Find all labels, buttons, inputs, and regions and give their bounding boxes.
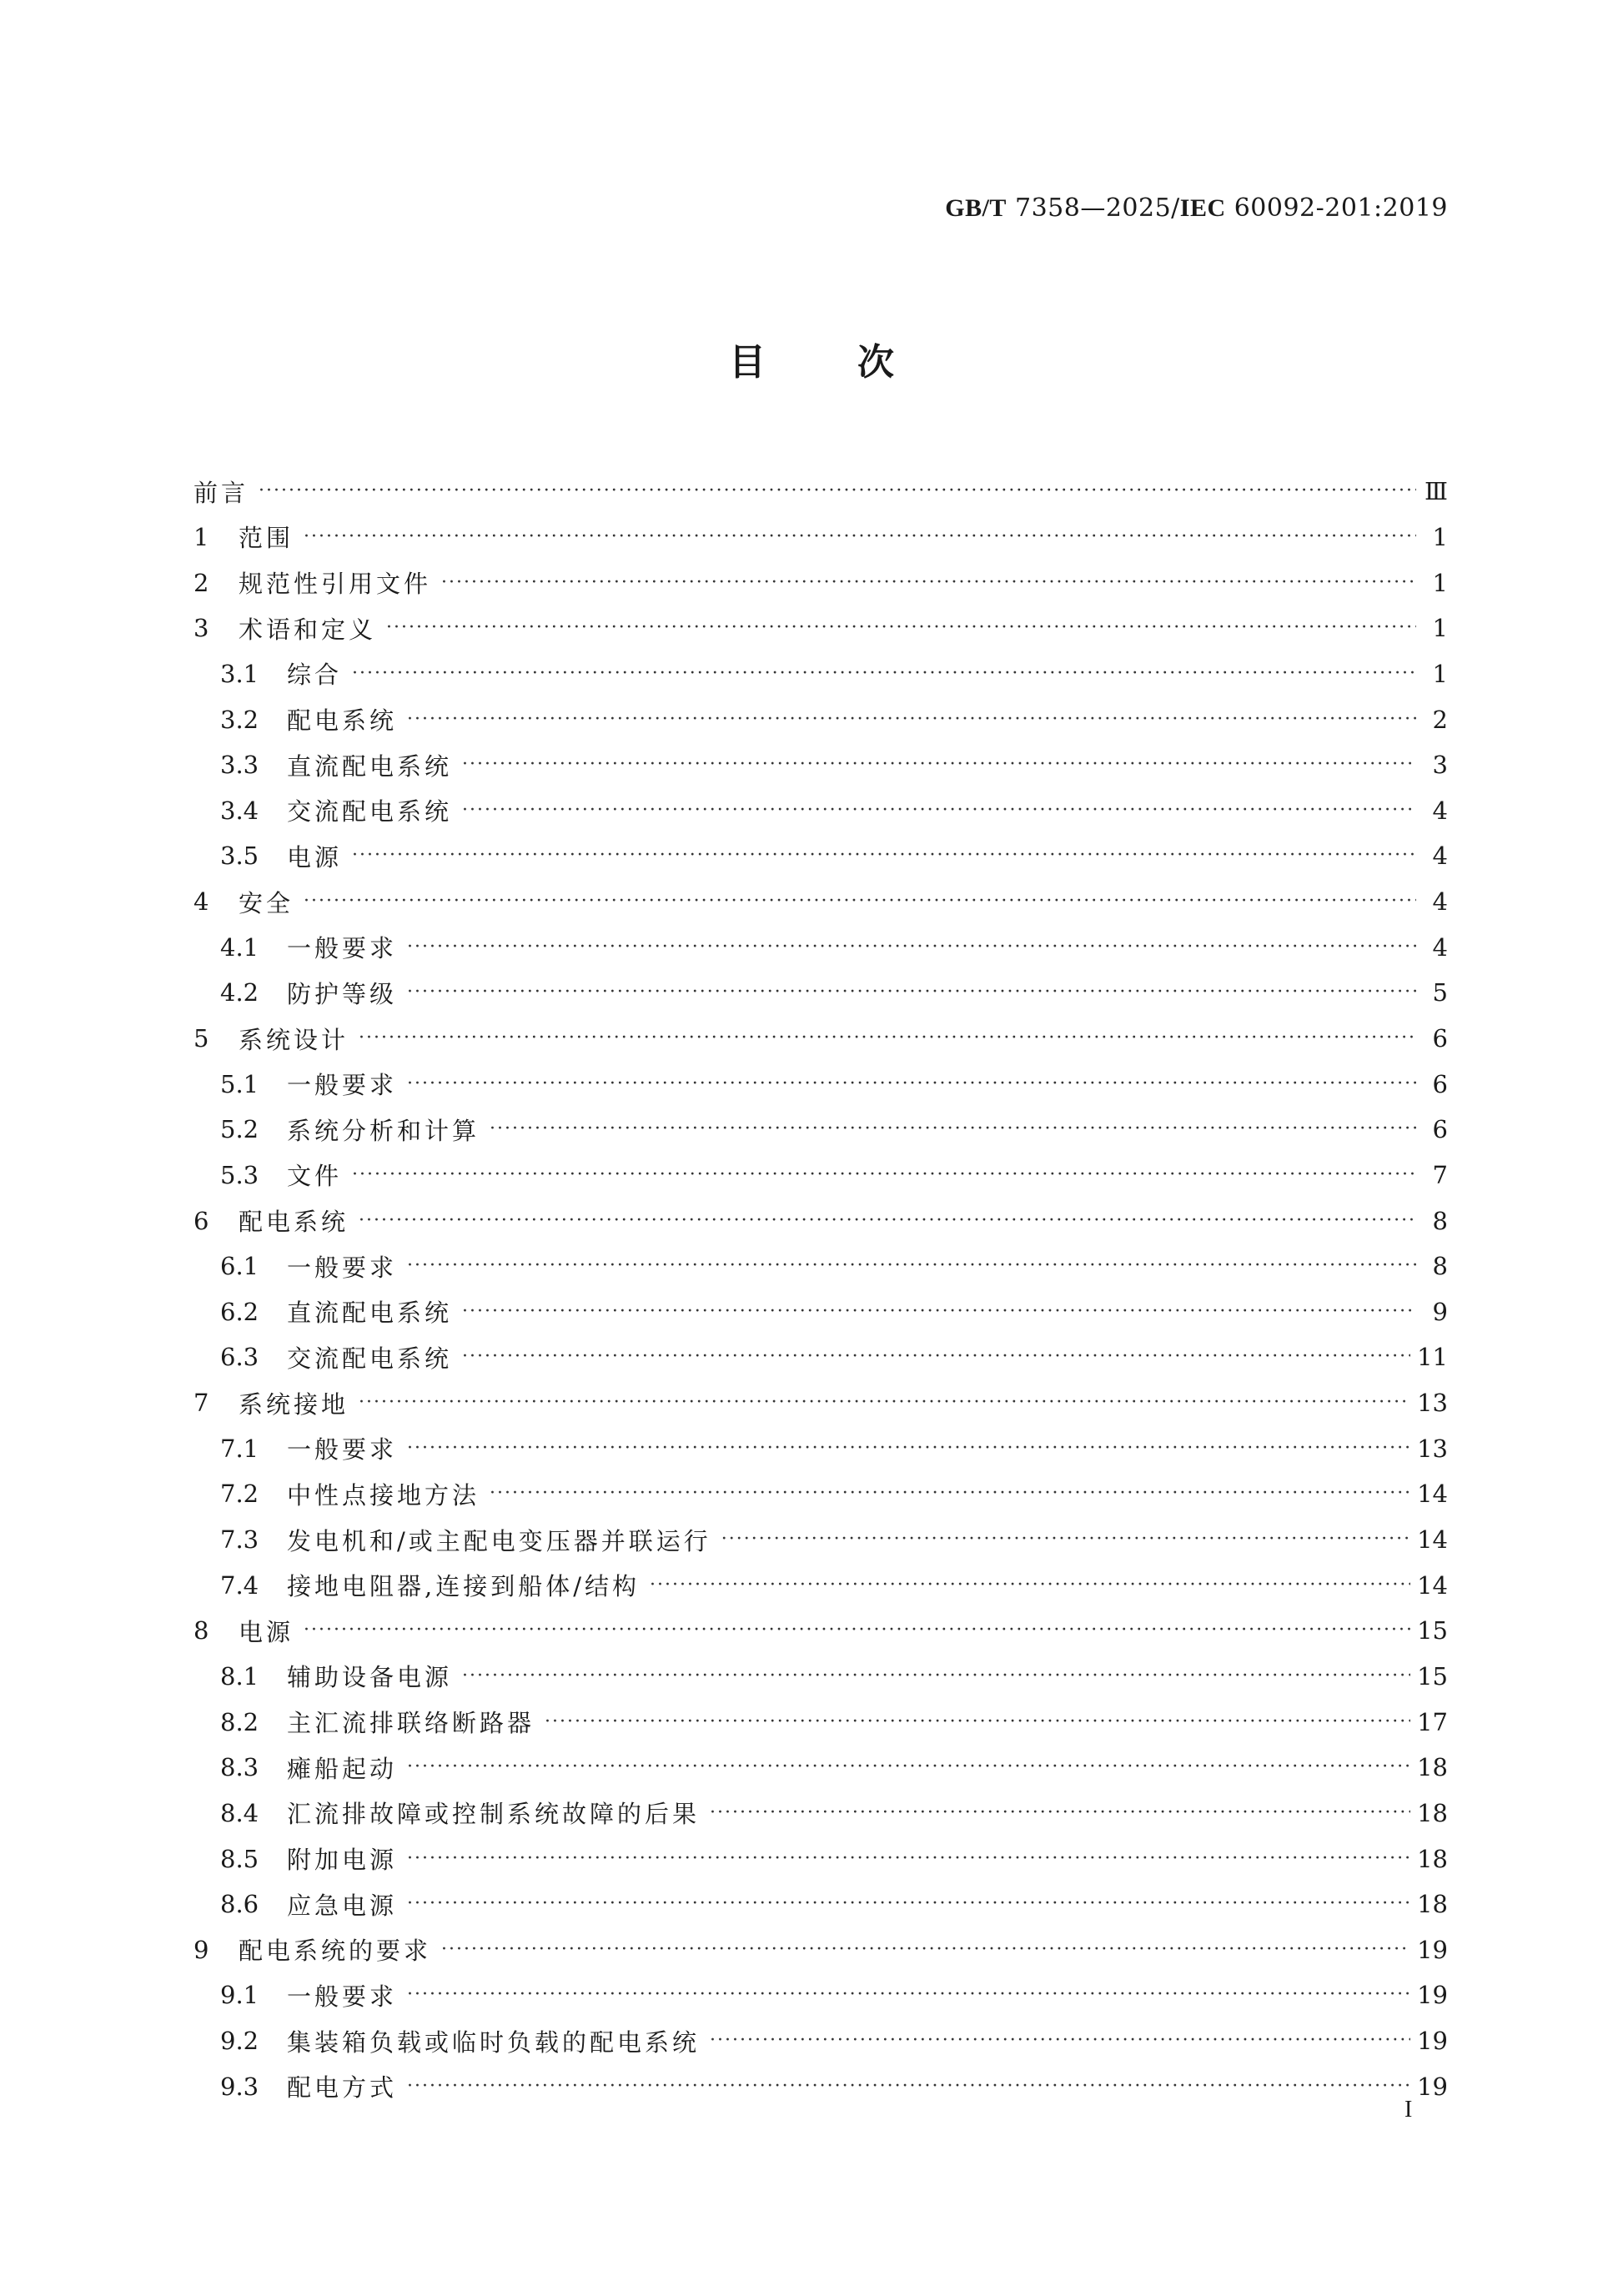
toc-entry[interactable]: [193, 2018, 1448, 2064]
toc-entry[interactable]: [193, 651, 1448, 697]
toc-entry[interactable]: [193, 1198, 1448, 1243]
toc-entry-page: 4: [1432, 796, 1448, 825]
toc-entry-label: 综合: [287, 661, 343, 690]
toc-entry[interactable]: [193, 1061, 1448, 1107]
toc-entry-page: 14: [1417, 1525, 1448, 1555]
toc-entry-number: 6.1: [220, 1252, 259, 1281]
toc-entry-page: 14: [1417, 1570, 1448, 1600]
toc-entry[interactable]: [193, 833, 1448, 879]
toc-dot-leader: [490, 1485, 1410, 1503]
toc-dot-leader: [710, 2032, 1410, 2050]
toc-entry-number: 9.1: [220, 1981, 259, 2010]
toc-entry-page: 15: [1417, 1661, 1448, 1691]
toc-entry-number: 7.2: [220, 1480, 259, 1509]
toc-entry-number: 6.3: [220, 1343, 259, 1372]
toc-entry[interactable]: [193, 924, 1448, 970]
toc-entry[interactable]: [193, 696, 1448, 742]
page-title: 目次: [729, 341, 986, 384]
toc-entry[interactable]: [193, 879, 1448, 925]
toc-dot-leader: [441, 574, 1416, 592]
doc-id-std: GB/T: [945, 194, 1007, 222]
toc-entry[interactable]: [193, 1153, 1448, 1198]
toc-entry-number: 7: [193, 1389, 209, 1418]
toc-entry[interactable]: [193, 1972, 1448, 2018]
toc-entry-label: 配电方式: [287, 2073, 398, 2103]
toc-entry-page: 13: [1417, 1434, 1448, 1463]
toc-entry-number: 9.3: [220, 2072, 259, 2101]
toc-entry-label: 配电系统的要求: [239, 1937, 432, 1966]
toc-entry-page: 8: [1432, 1206, 1448, 1235]
toc-entry-number: 5.3: [220, 1160, 259, 1189]
toc-dot-leader: [304, 1621, 1410, 1640]
toc-entry-label: 一般要求: [287, 1435, 398, 1465]
toc-entry[interactable]: [193, 1699, 1448, 1745]
toc-dot-leader: [407, 711, 1416, 729]
toc-entry-number: 8.6: [220, 1890, 259, 1919]
toc-entry-number: 3.4: [220, 796, 259, 825]
toc-dot-leader: [359, 1212, 1416, 1230]
toc-dot-leader: [407, 1257, 1416, 1275]
toc-entry-page: 5: [1432, 978, 1448, 1007]
toc-entry[interactable]: [193, 742, 1448, 788]
toc-dot-leader: [359, 1029, 1416, 1048]
toc-entry-page: 17: [1417, 1707, 1448, 1736]
toc-dot-leader: [359, 1394, 1410, 1412]
toc-dot-leader: [721, 1530, 1410, 1549]
toc-entry-number: 8: [193, 1616, 209, 1645]
toc-entry[interactable]: [193, 1380, 1448, 1426]
toc-dot-leader: [259, 482, 1416, 500]
toc-entry-label: 系统分析和计算: [287, 1116, 480, 1145]
toc-entry-label: 一般要求: [287, 1982, 398, 2011]
toc-dot-leader: [407, 1850, 1410, 1868]
toc-entry-label: 直流配电系统: [287, 1299, 453, 1328]
toc-dot-leader: [650, 1576, 1410, 1595]
toc-entry-page: 7: [1432, 1160, 1448, 1189]
toc-dot-leader: [386, 619, 1416, 637]
doc-id-iec: IEC: [1179, 194, 1226, 222]
toc-entry-number: 4.1: [220, 932, 259, 962]
toc-entry-page: 9: [1432, 1297, 1448, 1326]
toc-entry-number: 6: [193, 1206, 209, 1235]
toc-entry-number: 9: [193, 1935, 209, 1964]
toc-entry-number: 3.1: [220, 659, 259, 688]
toc-entry-label: 发电机和/或主配电变压器并联运行: [287, 1526, 711, 1555]
toc-entry-label: 文件: [287, 1162, 343, 1191]
toc-dot-leader: [407, 1075, 1416, 1093]
toc-entry[interactable]: [193, 1927, 1448, 1973]
toc-entry-label: 一般要求: [287, 1071, 398, 1100]
toc-entry[interactable]: [193, 1334, 1448, 1380]
toc-entry-number: 3.3: [220, 751, 259, 780]
toc-entry-label: 规范性引用文件: [239, 570, 432, 599]
toc-entry-number: 7.1: [220, 1434, 259, 1463]
toc-entry-page: 6: [1432, 1024, 1448, 1053]
toc-entry-page: 4: [1432, 887, 1448, 917]
toc-dot-leader: [441, 1941, 1410, 1959]
toc-entry-page: 19: [1417, 2027, 1448, 2056]
toc-entry-label: 前言: [193, 478, 249, 507]
toc-entry-page: 11: [1417, 1343, 1448, 1372]
toc-entry-page: 18: [1417, 1844, 1448, 1873]
toc-entry-label: 防护等级: [287, 979, 398, 1008]
toc-entry-label: 一般要求: [287, 934, 398, 963]
toc-entry-page: 2: [1432, 705, 1448, 734]
toc-entry-number: 8.2: [220, 1707, 259, 1736]
toc-entry-page: 6: [1432, 1069, 1448, 1098]
toc-dot-leader: [304, 892, 1416, 911]
toc-entry-label: 集装箱负载或临时负载的配电系统: [287, 2027, 701, 2057]
doc-id-rest: 60092-201:2019: [1234, 193, 1448, 223]
toc-entry[interactable]: [193, 1608, 1448, 1654]
toc-entry-number: 5.1: [220, 1069, 259, 1098]
toc-entry[interactable]: [193, 970, 1448, 1016]
toc-dot-leader: [407, 1439, 1410, 1458]
toc-entry[interactable]: [193, 1654, 1448, 1700]
toc-entry-number: 3.5: [220, 842, 259, 871]
toc-dot-leader: [407, 1758, 1410, 1776]
toc-dot-leader: [407, 983, 1416, 1002]
toc-entry-label: 一般要求: [287, 1253, 398, 1282]
toc-entry[interactable]: [193, 1016, 1448, 1062]
toc-entry[interactable]: [193, 1517, 1448, 1563]
toc-dot-leader: [407, 2077, 1410, 2096]
toc-entry-label: 配电系统: [287, 706, 398, 736]
toc-dot-leader: [545, 1713, 1410, 1731]
toc-entry-page: 18: [1417, 1890, 1448, 1919]
toc-entry[interactable]: [193, 1243, 1448, 1289]
toc-entry-number: 4.2: [220, 978, 259, 1007]
toc-entry-label: 术语和定义: [239, 615, 377, 644]
doc-id-number: 7358—2025/: [1014, 193, 1180, 223]
toc-entry-label: 配电系统: [239, 1208, 349, 1237]
toc-dot-leader: [462, 756, 1416, 774]
toc-entry-number: 8.5: [220, 1844, 259, 1873]
toc-entry-page: Ⅲ: [1425, 477, 1448, 506]
toc-entry-number: 7.3: [220, 1525, 259, 1555]
toc-entry-number: 6.2: [220, 1297, 259, 1326]
page-number: I: [1404, 2097, 1413, 2123]
toc-entry-label: 直流配电系统: [287, 751, 453, 781]
toc-entry-page: 19: [1417, 1935, 1448, 1964]
toc-entry-label: 交流配电系统: [287, 797, 453, 826]
toc-entry[interactable]: [193, 1425, 1448, 1471]
toc-entry-label: 电源: [287, 842, 343, 872]
toc-entry-label: 瘫船起动: [287, 1754, 398, 1783]
toc-entry-page: 6: [1432, 1115, 1448, 1144]
toc-entry-page: 18: [1417, 1798, 1448, 1827]
toc-entry-label: 中性点接地方法: [287, 1480, 480, 1510]
toc-entry-page: 4: [1432, 932, 1448, 962]
toc-dot-leader: [462, 801, 1416, 820]
toc-entry-page: 1: [1432, 568, 1448, 597]
toc-entry-page: 15: [1417, 1616, 1448, 1645]
document-identifier: [945, 193, 1448, 223]
toc-entry[interactable]: [193, 515, 1448, 560]
toc-dot-leader: [352, 665, 1416, 683]
toc-dot-leader: [304, 528, 1416, 546]
toc-entry-page: 8: [1432, 1252, 1448, 1281]
toc-entry-number: 7.4: [220, 1570, 259, 1600]
toc-entry-label: 应急电源: [287, 1891, 398, 1920]
toc-entry-number: 3.2: [220, 705, 259, 734]
toc-entry[interactable]: [193, 1107, 1448, 1153]
toc-entry[interactable]: [193, 605, 1448, 651]
toc-dot-leader: [462, 1303, 1416, 1321]
toc-entry-number: 8.1: [220, 1661, 259, 1691]
toc-entry-page: 4: [1432, 842, 1448, 871]
toc-dot-leader: [490, 1120, 1416, 1138]
toc-entry[interactable]: [193, 1562, 1448, 1608]
toc-entry-number: 4: [193, 887, 209, 917]
toc-entry-label: 辅助设备电源: [287, 1663, 453, 1692]
toc-entry-page: 1: [1432, 659, 1448, 688]
table-of-contents: [193, 469, 1448, 2109]
toc-entry-page: 13: [1417, 1389, 1448, 1418]
toc-dot-leader: [407, 938, 1416, 957]
toc-dot-leader: [352, 1166, 1416, 1184]
toc-entry-label: 附加电源: [287, 1846, 398, 1875]
toc-entry-label: 主汇流排联络断路器: [287, 1709, 535, 1738]
toc-entry[interactable]: [193, 1882, 1448, 1927]
toc-entry[interactable]: [193, 787, 1448, 833]
toc-entry-number: 5: [193, 1024, 209, 1053]
toc-dot-leader: [462, 1348, 1410, 1366]
toc-entry[interactable]: [193, 1791, 1448, 1836]
toc-entry-page: 19: [1417, 2072, 1448, 2101]
toc-dot-leader: [462, 1667, 1410, 1686]
toc-entry-number: 3: [193, 614, 209, 643]
toc-entry-number: 2: [193, 568, 209, 597]
toc-entry-page: 19: [1417, 1981, 1448, 2010]
toc-entry-number: 8.3: [220, 1753, 259, 1782]
toc-entry-number: 5.2: [220, 1115, 259, 1144]
toc-dot-leader: [407, 1895, 1410, 1913]
toc-entry[interactable]: [193, 1471, 1448, 1517]
toc-entry[interactable]: [193, 469, 1448, 515]
toc-entry-label: 汇流排故障或控制系统故障的后果: [287, 1800, 701, 1829]
toc-entry-number: 1: [193, 522, 209, 551]
toc-entry[interactable]: [193, 1745, 1448, 1791]
toc-entry-label: 系统接地: [239, 1389, 349, 1419]
toc-entry-label: 接地电阻器,连接到船体/结构: [287, 1572, 640, 1601]
toc-entry-label: 电源: [239, 1617, 294, 1646]
toc-entry-page: 3: [1432, 751, 1448, 780]
toc-entry-page: 1: [1432, 522, 1448, 551]
toc-dot-leader: [710, 1804, 1410, 1822]
toc-entry-label: 安全: [239, 888, 294, 917]
toc-entry[interactable]: [193, 2063, 1448, 2109]
toc-dot-leader: [352, 847, 1416, 865]
toc-entry-number: 9.2: [220, 2027, 259, 2056]
toc-dot-leader: [407, 1986, 1410, 2004]
toc-entry-page: 14: [1417, 1480, 1448, 1509]
toc-entry[interactable]: [193, 1289, 1448, 1335]
toc-entry-number: 8.4: [220, 1798, 259, 1827]
toc-entry[interactable]: [193, 560, 1448, 605]
toc-entry[interactable]: [193, 1836, 1448, 1882]
toc-entry-page: 1: [1432, 614, 1448, 643]
toc-entry-label: 系统设计: [239, 1025, 349, 1054]
toc-entry-label: 范围: [239, 524, 294, 553]
toc-entry-label: 交流配电系统: [287, 1344, 453, 1373]
toc-entry-page: 18: [1417, 1753, 1448, 1782]
